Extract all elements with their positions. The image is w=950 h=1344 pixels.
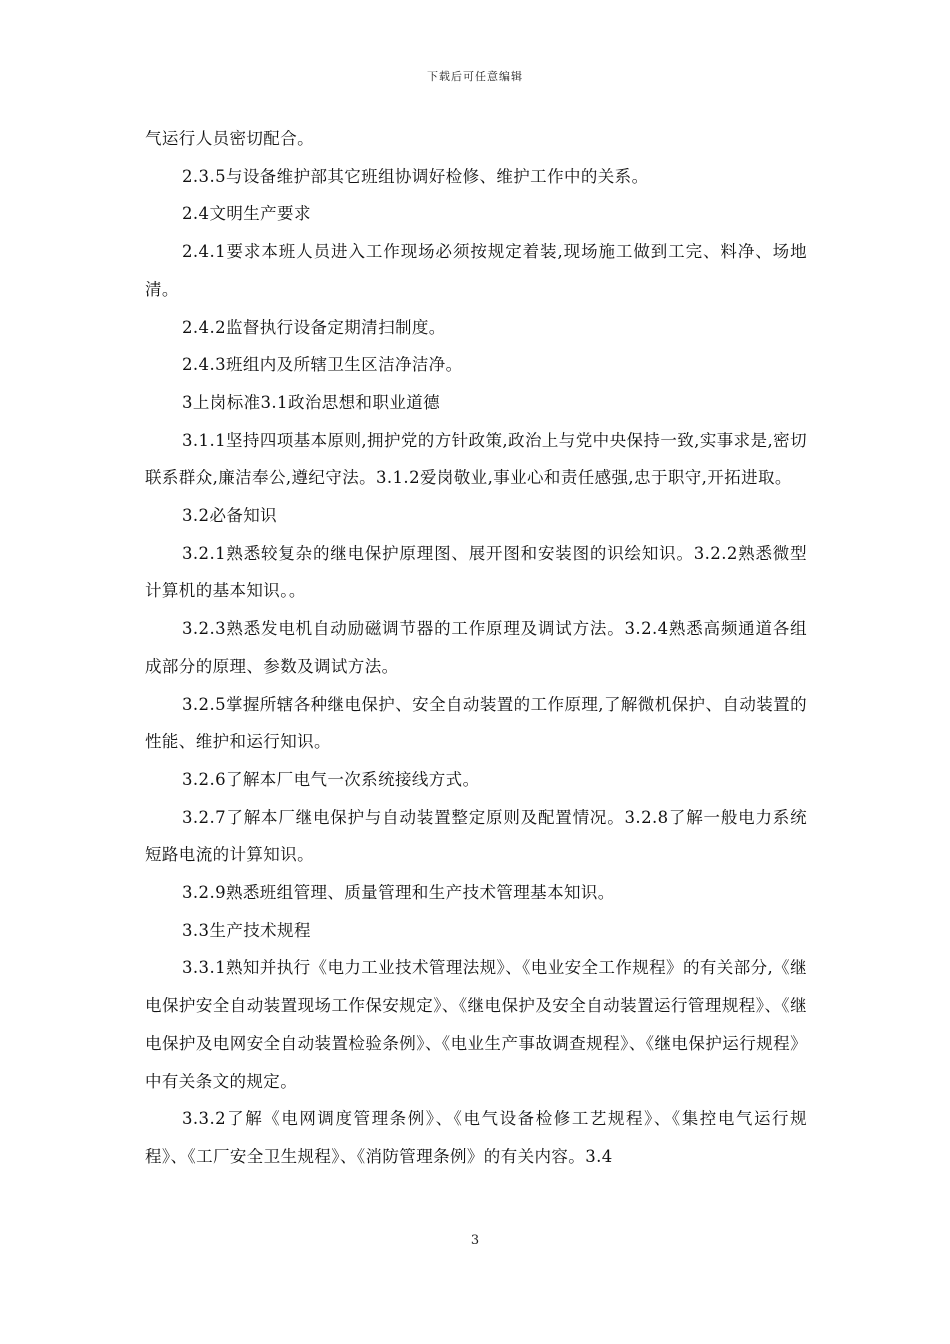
paragraph-3-2-9: 3.2.9熟悉班组管理、质量管理和生产技术管理基本知识。	[182, 883, 615, 903]
paragraph-3-2-3: 3.2.3熟悉发电机自动励磁调节器的工作原理及调试方法。3.2.4熟悉高频通道各组成部分的原理、参数及调试方法。	[145, 619, 807, 676]
paragraph-3-2-7: 3.2.7了解本厂继电保护与自动装置整定原则及配置情况。3.2.8了解一般电力系统短路电流的计算知识。	[145, 807, 807, 865]
document-body	[145, 120, 807, 1176]
page-number: 3	[470, 1233, 480, 1248]
paragraph-2-4-2: 2.4.2监督执行设备定期清扫制度。	[182, 317, 446, 337]
paragraph-3-2-1: 3.2.1熟悉较复杂的继电保护原理图、展开图和安装图的识绘知识。3.2.2熟悉微型计算机的基本知识。。	[145, 543, 807, 601]
section-heading-3-2: 3.2必备知识	[182, 506, 278, 526]
section-heading-3: 3上岗标准3.1政治思想和职业道德	[182, 392, 441, 412]
paragraph-3-3-1: 3.3.1熟知并执行《电力工业技术管理法规》、《电业安全工作规程》的有关部分,《继电保护安全自动装置现场工作保安规定》、《继电保护及安全自动装置运行管理规程》、《继电保护及电网安全自动装置检验条例》、《电业生产事故调查规程》、《继电保护运行规程》中有关条文的规定。	[145, 958, 807, 1091]
paragraph-3-2-6: 3.2.6了解本厂电气一次系统接线方式。	[182, 769, 480, 789]
paragraph-3-1-1: 3.1.1坚持四项基本原则,拥护党的方针政策,政治上与党中央保持一致,实事求是,密切联系群众,廉洁奉公,遵纪守法。3.1.2爱岗敬业,事业心和责任感强,忠于职守,开拓进取。	[145, 430, 807, 488]
paragraph-continuation: 气运行人员密切配合。	[145, 129, 314, 148]
paragraph-3-3-2: 3.3.2了解《电网调度管理条例》、《电气设备检修工艺规程》、《集控电气运行规程》、《工厂安全卫生规程》、《消防管理条例》的有关内容。3.4	[145, 1109, 807, 1166]
section-heading-3-3: 3.3生产技术规程	[182, 920, 311, 940]
paragraph-2-4-1: 2.4.1要求本班人员进入工作现场必须按规定着装,现场施工做到工完、料净、场地清。	[145, 242, 807, 299]
paragraph-3-2-5: 3.2.5掌握所辖各种继电保护、安全自动装置的工作原理,了解微机保护、自动装置的性能、维护和运行知识。	[145, 694, 807, 752]
section-heading-2-4: 2.4文明生产要求	[182, 204, 311, 224]
paragraph-2-3-5: 2.3.5与设备维护部其它班组协调好检修、维护工作中的关系。	[182, 166, 649, 186]
paragraph-2-4-3: 2.4.3班组内及所辖卫生区洁净洁净。	[182, 355, 463, 375]
page-header: 下载后可任意编辑	[427, 70, 523, 83]
